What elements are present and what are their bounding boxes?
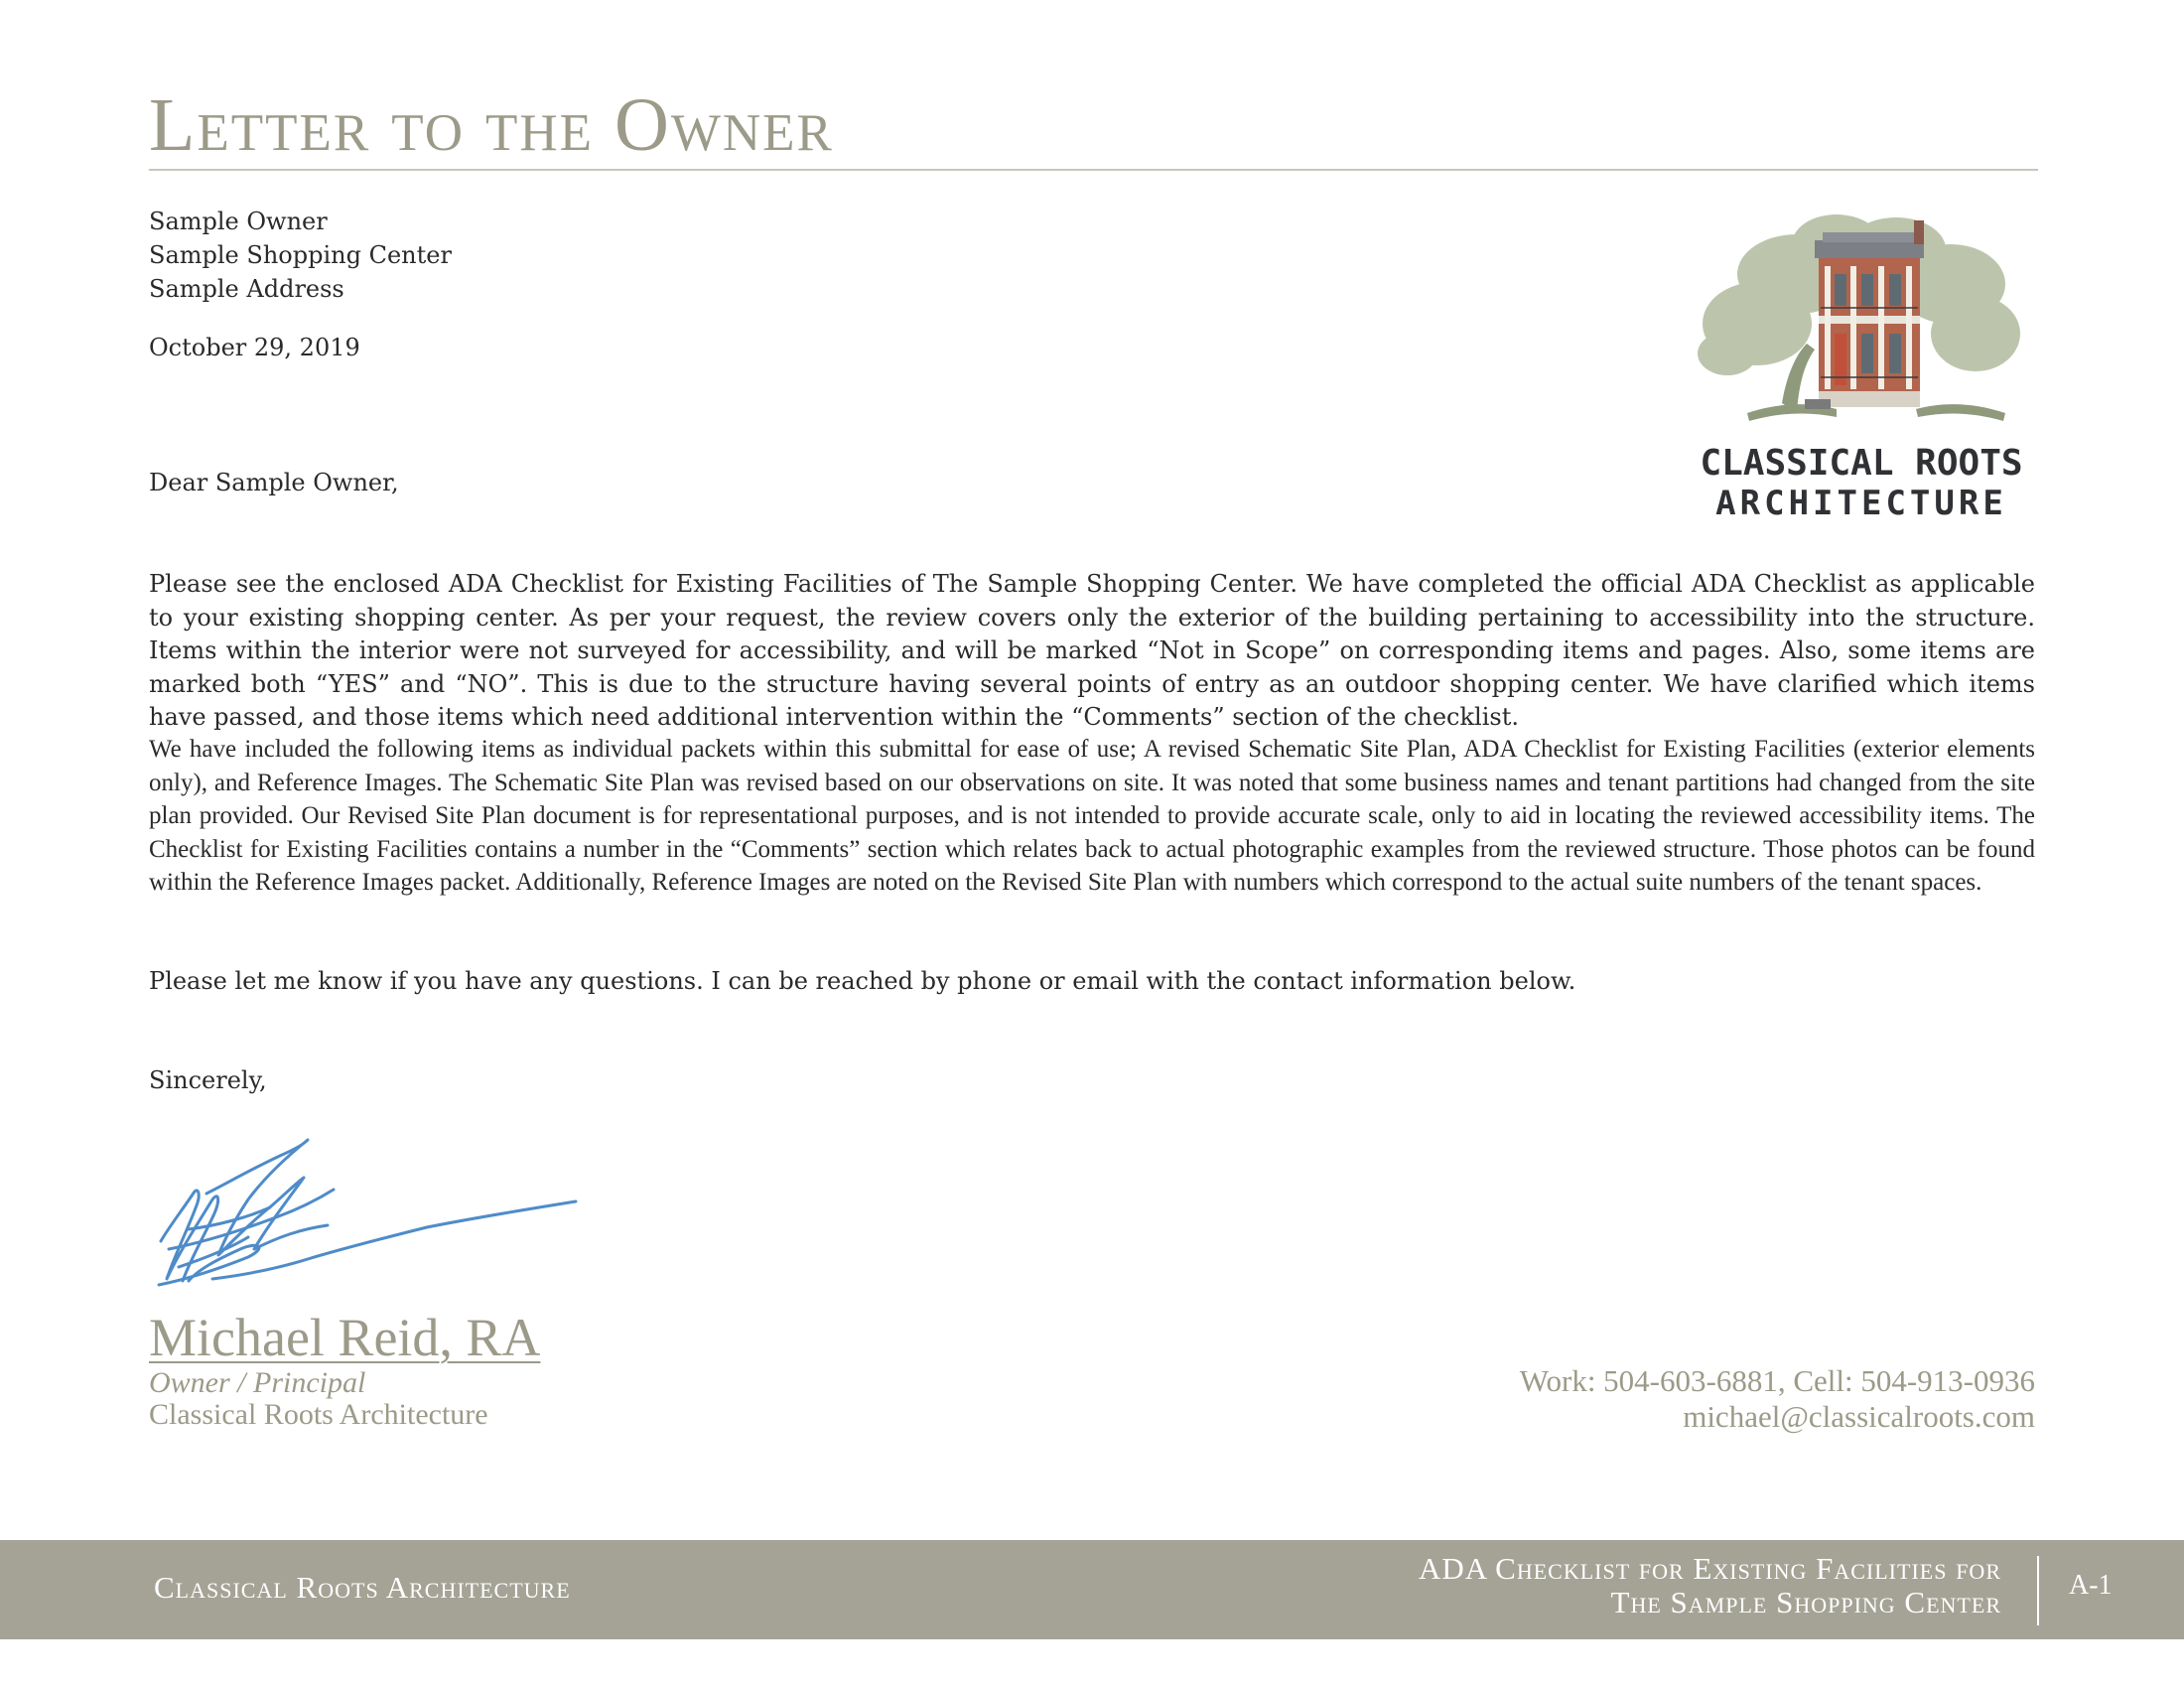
closing: Sincerely,: [149, 1066, 267, 1094]
company-logo: [1688, 205, 2035, 532]
contact-phones: Work: 504-603-6881, Cell: 504-913-0936: [1519, 1363, 2035, 1398]
footer-bar: [0, 1540, 2184, 1639]
logo-wordmark-line1: CLASSICAL ROOTS: [1700, 443, 2023, 484]
page-number: A-1: [2069, 1570, 2113, 1601]
body-paragraph: Please let me know if you have any questions. I can be reached by phone or email with the contact information below.: [149, 967, 1576, 995]
body-paragraph: We have included the following items as individual packets within this submittal for ease of use; A revised Schematic Site Plan, ADA Checklist for Existing Facilities (exterior elements only), and Reference Images. The Schematic Site Plan was revised based on our observations on site. It was noted that some business names and tenant partitions had changed from the site plan provided. Our Revised Site Plan document is for representational purposes, and is not intended to provide accurate scale, only to aid in locating the reviewed accessibility items. The Checklist for Existing Facilities contains a number in the “Comments” section which relates back to actual photographic examples from the reviewed structure. Those photos can be found within the Reference Images packet. Additionally, Reference Images are noted on the Revised Site Plan with numbers which correspond to the actual suite numbers of the tenant spaces.: [149, 736, 2035, 896]
title-divider: [149, 169, 2038, 171]
page-title: Letter to the Owner: [149, 83, 834, 167]
signer-name: Michael Reid, RA: [149, 1308, 541, 1367]
recipient-name: Sample Owner: [149, 208, 328, 235]
recipient-block: [149, 205, 452, 306]
footer-company: Classical Roots Architecture: [154, 1570, 571, 1605]
signature-image: [149, 1130, 586, 1309]
letter-date: October 29, 2019: [149, 334, 360, 361]
signer-company: Classical Roots Architecture: [149, 1398, 488, 1431]
footer-title-line2: The Sample Shopping Center: [1610, 1585, 2001, 1619]
contact-email[interactable]: michael@classicalroots.com: [1683, 1399, 2035, 1434]
recipient-address: Sample Address: [149, 275, 344, 303]
body-paragraph: Please see the enclosed ADA Checklist for Existing Facilities of The Sample Shopping Center. We have completed the official ADA Checklist as applicable to your existing shopping center. As per your request, the review covers only the exterior of the building pertaining to accessibility into the structure. Items within the interior were not surveyed for accessibility, and will be marked “Not in Scope” on corresponding items and pages. Also, some items are marked both “YES” and “NO”. This is due to the structure having several points of entry as an outdoor shopping center. We have clarified which items have passed, and those items which need additional intervention within the “Comments” section of the checklist.: [149, 570, 2035, 731]
footer-document-title: [1419, 1552, 2001, 1619]
signer-role: Owner / Principal: [149, 1366, 366, 1399]
recipient-company: Sample Shopping Center: [149, 241, 452, 269]
footer-title-line1: ADA Checklist for Existing Facilities for: [1418, 1551, 2001, 1586]
salutation: Dear Sample Owner,: [149, 469, 399, 496]
logo-wordmark-line2: ARCHITECTURE: [1715, 484, 2007, 523]
footer-divider: [2037, 1556, 2039, 1625]
